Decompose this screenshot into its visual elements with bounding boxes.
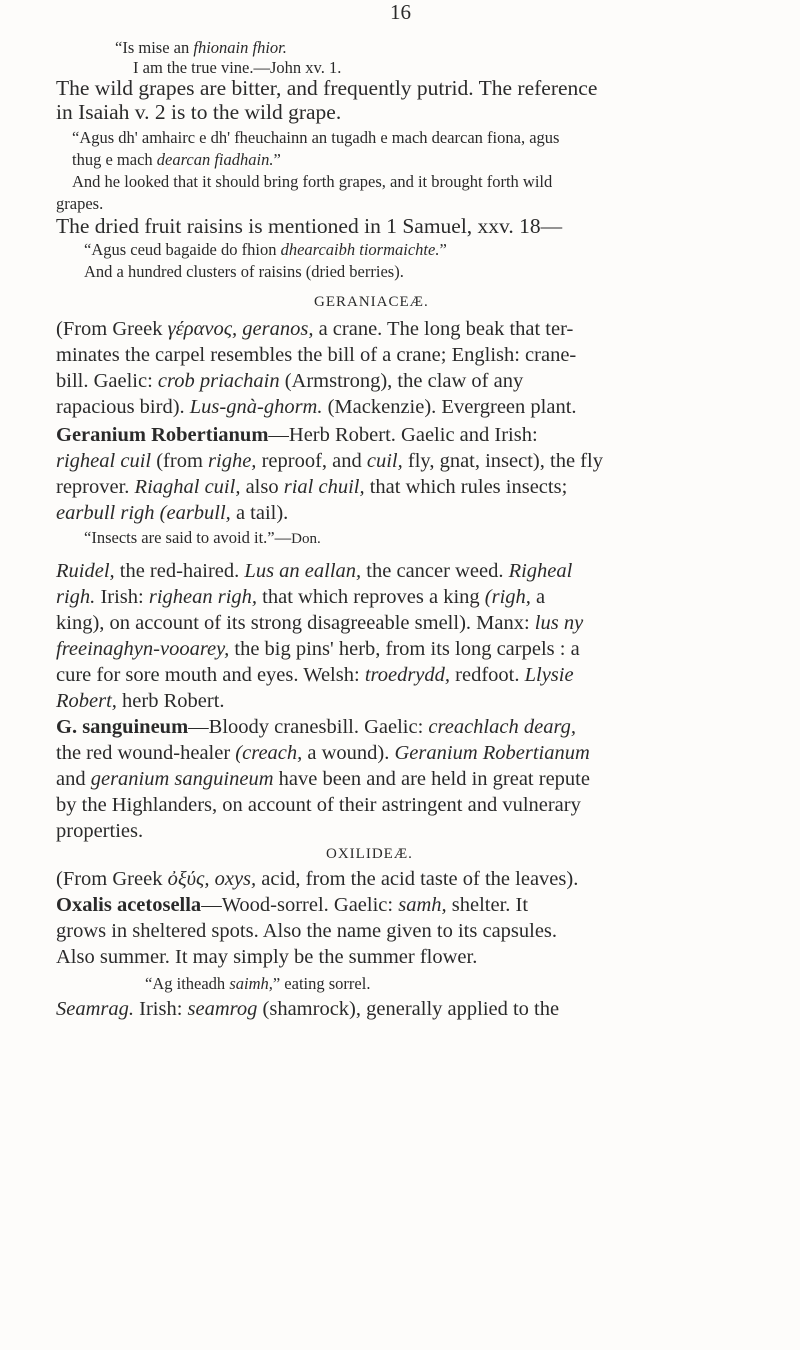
body-line (56, 664, 574, 687)
text-run: saimh, (229, 974, 273, 993)
text-run: Lus an eallan, (244, 560, 362, 582)
body-line (56, 742, 590, 765)
body-line (56, 370, 523, 393)
text-run: OXILIDEÆ. (326, 846, 413, 862)
text-run: GERANIACEÆ. (314, 294, 429, 310)
text-run: —Wood-sorrel. Gaelic: (201, 894, 399, 916)
body-line (56, 450, 603, 473)
text-run: ” (439, 240, 447, 259)
text-run: acid, from the acid taste of the leaves). (256, 868, 579, 890)
body-line (56, 868, 578, 891)
text-run: Geranium Robertianum (394, 742, 590, 764)
text-run: fly, gnat, insect), the fly (402, 450, 603, 472)
text-run: “Ag itheadh (145, 974, 230, 993)
body-line (56, 76, 597, 101)
text-run: by the Highlanders, on account of their astringent and vulnerary (56, 794, 581, 816)
text-run: Irish: (95, 586, 149, 608)
body-line (56, 716, 576, 739)
text-run: “Is mise an (115, 38, 194, 57)
text-run: the red wound-healer (56, 742, 236, 764)
text-run: grapes. (56, 194, 104, 213)
text-run: Geranium Robertianum (56, 424, 269, 446)
text-run: G. sanguineum (56, 716, 189, 738)
text-run: herb Robert. (116, 690, 225, 712)
text-run: a wound). (302, 742, 395, 764)
text-run: in Isaiah v. 2 is to the wild grape. (56, 100, 342, 124)
body-line (56, 946, 477, 969)
text-run: (creach, (235, 742, 303, 764)
body-line (56, 476, 567, 499)
text-run: (righ, (484, 586, 531, 608)
quote-line (84, 240, 447, 260)
text-run: righeal cuil (56, 450, 152, 472)
text-run: reproof, and (256, 450, 367, 472)
text-run: lus ny (534, 612, 584, 634)
text-run: “Agus ceud bagaide do fhion (84, 240, 281, 259)
body-line (56, 396, 577, 419)
text-run: geranium sanguineum (90, 768, 274, 790)
text-run: a (530, 586, 546, 608)
text-run: a crane. The long beak that ter- (313, 318, 574, 340)
text-run: righ. (56, 586, 96, 608)
text-run: king), on account of its strong disagreeable smell). Manx: (56, 612, 535, 634)
text-run: also (240, 476, 284, 498)
text-run: (From Greek (56, 868, 168, 890)
text-run: properties. (56, 820, 144, 842)
quote-translation (133, 58, 341, 78)
text-run: —Bloody cranesbill. Gaelic: (188, 716, 429, 738)
text-run: shelter. It (446, 894, 529, 916)
text-run: Llysie (524, 664, 574, 686)
quote-line (145, 974, 370, 994)
text-run: And a hundred clusters of raisins (dried berries). (84, 262, 404, 281)
body-line (56, 794, 581, 817)
text-run: a tail). (230, 502, 289, 524)
text-run: (Armstrong), the claw of any (279, 370, 524, 392)
text-run: (From Greek (56, 318, 168, 340)
quote-line (115, 38, 287, 58)
text-run: redfoot. (450, 664, 525, 686)
body-line (56, 560, 572, 583)
text-run: “Insects are said to avoid it.”— (84, 528, 292, 547)
text-run: the cancer weed. (361, 560, 509, 582)
text-run: And he looked that it should bring forth grapes, and it brought forth wild (72, 172, 553, 191)
text-run: Ruidel, (56, 560, 115, 582)
text-run: freeinaghyn-vooarey, (56, 638, 230, 660)
body-line (56, 920, 557, 943)
quote-line (84, 528, 321, 548)
body-line (56, 502, 288, 525)
text-run: reprover. (56, 476, 135, 498)
text-run: cuil, (366, 450, 403, 472)
text-run: Also summer. It may simply be the summer flower. (56, 946, 478, 968)
body-line (56, 768, 590, 791)
text-run: righe, (208, 450, 257, 472)
body-line (56, 894, 528, 917)
quote-line (72, 128, 559, 148)
section-heading (314, 294, 429, 311)
text-run: The dried fruit raisins is mentioned in 1 Samuel, xxv. 18— (56, 214, 563, 238)
text-run: earbull righ (earbull, (56, 502, 231, 524)
text-run: that which reproves a king (257, 586, 485, 608)
text-run: Don. (291, 531, 321, 547)
body-line (56, 424, 538, 447)
text-run: bill. Gaelic: (56, 370, 158, 392)
body-line (56, 586, 545, 609)
text-run: rial chuil, (283, 476, 365, 498)
text-run: (from (151, 450, 209, 472)
text-run: (shamrock), generally applied to the (257, 998, 560, 1020)
text-run: dhearcaibh tiormaichte. (280, 240, 440, 259)
body-line (56, 344, 576, 367)
quote-translation (84, 262, 404, 282)
body-line (56, 998, 559, 1021)
text-run: (Mackenzie). Evergreen plant. (322, 396, 577, 418)
text-run: dearcan fiadhain. (156, 150, 274, 169)
quote-translation (72, 172, 552, 192)
text-run: ” eating sorrel. (272, 974, 371, 993)
text-run: Righeal (508, 560, 573, 582)
text-run: fhionain fhior. (193, 38, 287, 57)
text-run: ὀξύς, oxys, (167, 868, 257, 890)
text-run: ” (273, 150, 281, 169)
text-run: rapacious bird). (56, 396, 190, 418)
body-line (56, 214, 562, 239)
body-line (56, 638, 580, 661)
text-run: I am the true vine.—John xv. 1. (133, 58, 342, 77)
text-run: samh, (398, 894, 447, 916)
text-run: Riaghal cuil, (134, 476, 241, 498)
text-run: Seamrag. (56, 998, 135, 1020)
quote-line (72, 150, 281, 170)
body-line (56, 318, 573, 341)
text-run: thug e mach (72, 150, 157, 169)
text-run: the big pins' herb, from its long carpels : a (229, 638, 580, 660)
section-heading (326, 846, 413, 863)
text-run: “Agus dh' amhairc e dh' fheuchainn an tugadh e mach dearcan fiona, agus (72, 128, 560, 147)
text-run: crob priachain (157, 370, 280, 392)
text-run: creachlach dearg, (428, 716, 577, 738)
text-run: seamrog (187, 998, 258, 1020)
text-run: righean righ, (148, 586, 258, 608)
text-run: Oxalis acetosella (56, 894, 202, 916)
quote-translation (56, 194, 103, 214)
body-line (56, 690, 225, 713)
text-run: Lus-gnà-ghorm. (189, 396, 323, 418)
text-run: grows in sheltered spots. Also the name given to its capsules. (56, 920, 558, 942)
text-run: The wild grapes are bitter, and frequently putrid. The reference (56, 76, 598, 100)
text-run: cure for sore mouth and eyes. Welsh: (56, 664, 365, 686)
text-run: Irish: (134, 998, 188, 1020)
text-run: have been and are held in great repute (273, 768, 590, 790)
text-run: Robert, (56, 690, 117, 712)
body-line (56, 612, 583, 635)
page-number: 16 (390, 0, 411, 24)
body-line (56, 100, 341, 125)
body-line (56, 820, 143, 843)
text-run: —Herb Robert. Gaelic and Irish: (268, 424, 538, 446)
text-run: and (56, 768, 91, 790)
text-run: troedrydd, (364, 664, 451, 686)
text-run: γέρανος, geranos, (167, 318, 314, 340)
text-run: the red-haired. (114, 560, 245, 582)
text-run: minates the carpel resembles the bill of a crane; English: crane- (56, 344, 577, 366)
text-run: that which rules insects; (364, 476, 568, 498)
